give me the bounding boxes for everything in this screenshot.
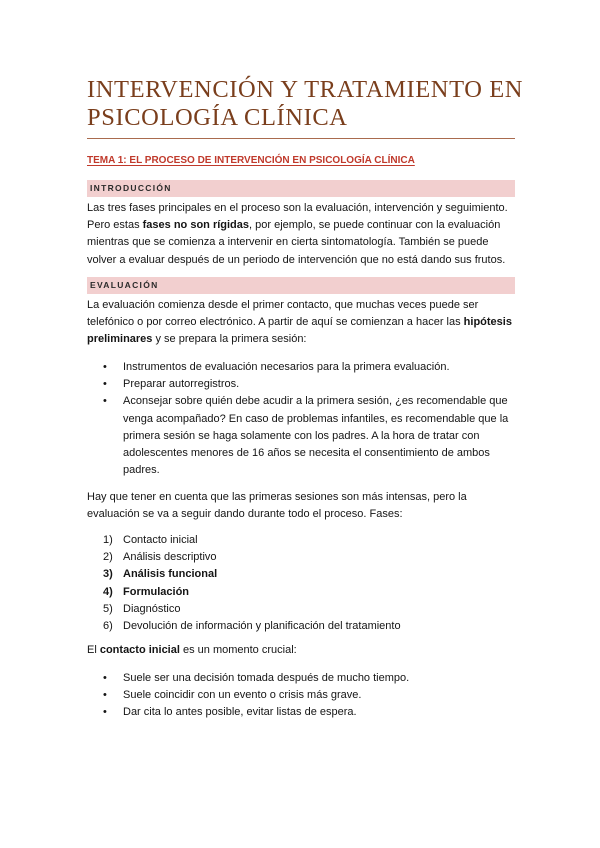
list-item [87, 584, 515, 601]
list-item-text: Formulación [123, 585, 190, 598]
list-item [87, 566, 515, 583]
title-line-2: PSICOLOGÍA CLÍNICA [87, 104, 348, 131]
evaluacion-paragraph-3 [87, 642, 515, 659]
intro-paragraph [87, 200, 515, 269]
title-divider [87, 138, 515, 139]
list-item: • Instrumentos de evaluación necesarios para la primera evaluación. [87, 359, 515, 376]
eval-p3-text-2: es un momento crucial: [179, 644, 297, 656]
section-title: INTRODUCCIÓN [90, 183, 172, 193]
eval-p1-text-2: y se prepara la primera sesión: [152, 333, 307, 346]
list-number: 2) [103, 551, 113, 564]
eval-p1-text-1: La evaluación comienza desde el primer contacto, que muchas veces puede ser telefónico o por correo electrónico. A partir de aquí se comienzan a hacer las [87, 299, 479, 329]
list-item [87, 549, 515, 566]
list-item: • Suele coincidir con un evento o crisis más grave. [87, 687, 515, 704]
eval-p3-bold: contacto inicial [99, 644, 180, 656]
contact-list [87, 670, 515, 722]
section-header-evaluacion [87, 277, 515, 294]
intro-text-1: Las tres fases principales en el proceso son la evaluación, intervención y seguimiento. Pero estas [87, 202, 508, 232]
list-number: 5) [103, 602, 113, 615]
title-line-1: INTERVENCIÓN Y TRATAMIENTO EN [87, 76, 524, 103]
section-header-introduccion [87, 180, 515, 197]
list-number: 6) [103, 619, 113, 632]
phases-list [87, 532, 515, 635]
list-item: • Dar cita lo antes posible, evitar listas de espera. [87, 704, 515, 721]
section-title: EVALUACIÓN [90, 280, 159, 290]
intro-bold-text: fases no son rígidas [142, 219, 250, 232]
list-number: 4) [103, 585, 113, 598]
list-item-text: Devolución de información y planificación del tratamiento [123, 619, 401, 632]
evaluacion-paragraph-2: Hay que tener en cuenta que las primeras sesiones son más intensas, pero la evaluación se va a seguir dando durante todo el proceso. Fases: [87, 491, 467, 521]
eval-p1-bold: hipótesis preliminares [87, 316, 512, 346]
list-item: • Suele ser una decisión tomada después de mucho tiempo. [87, 670, 515, 687]
list-item: • Aconsejar sobre quién debe acudir a la primera sesión, ¿es recomendable que venga acompañado? En caso de problemas infantiles, es recomendable que la primera sesión se haga solamente con los padres. A la hora de tratar con adolescentes menores de 16 años se necesita el consentimiento de ambos padres. [87, 393, 515, 479]
list-item-text: Diagnóstico [123, 602, 181, 615]
list-item-text: Análisis descriptivo [123, 551, 217, 564]
list-number: 1) [103, 534, 113, 546]
list-item [87, 532, 515, 549]
preparation-list [87, 359, 515, 479]
list-item [87, 601, 515, 618]
topic-heading: TEMA 1: EL PROCESO DE INTERVENCIÓN EN PSICOLOGÍA CLÍNICA [87, 155, 415, 166]
evaluacion-paragraph-1 [87, 297, 515, 349]
document-title [87, 76, 527, 132]
list-item [87, 618, 515, 635]
list-item: • Preparar autorregistros. [87, 376, 515, 393]
eval-p3-text-1: El [87, 644, 100, 656]
intro-text-2: , por ejemplo, se puede continuar con la evaluación mientras que se comienza a intervenir en cierta sintomatología. También se puede volver a evaluar después de un periodo de intervención que no está dando sus frutos. [87, 219, 506, 266]
list-number: 3) [103, 568, 113, 581]
list-item-text: Análisis funcional [123, 568, 218, 581]
list-item-text: Contacto inicial [123, 534, 198, 546]
